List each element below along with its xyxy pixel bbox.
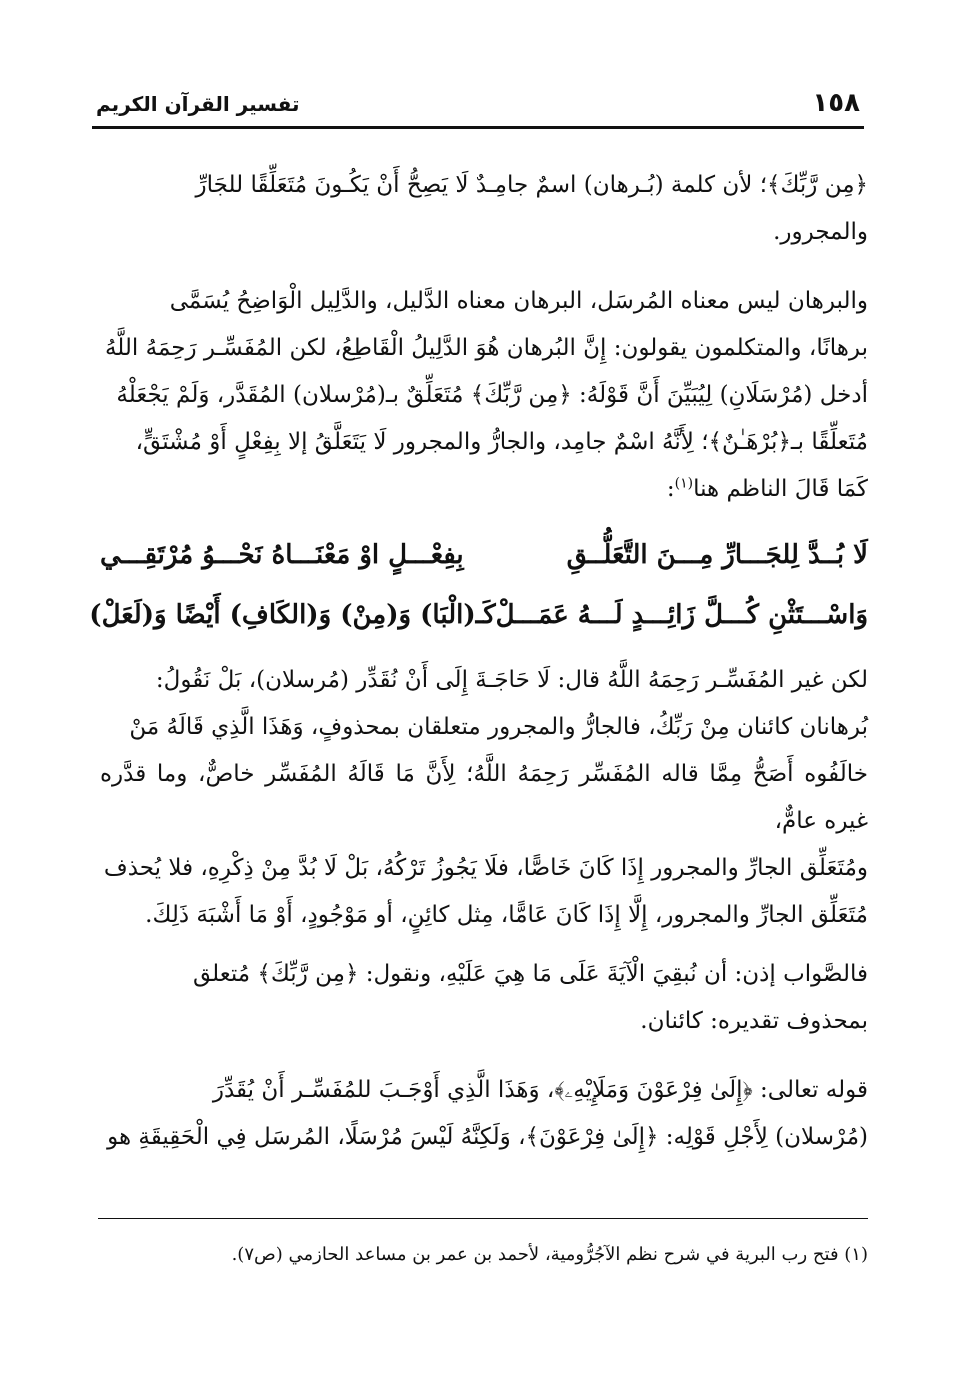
poem-verse-2 [89,585,868,645]
verse-first-hemistich: وَاسْـــتَثْنِ كُـــلَّ زَائِـــدٍ لَـــهُ عَمَـــلْ [495,600,868,630]
text-line: والبرهان ليس معناه المُرسَل، البرهان معناه الدَّليل، والدَّلِيل الْوَاضِحُ يُسَمَّى [169,288,868,314]
text-line: ومُتَعَلِّق الجارِّ والمجرور إِذَا كَانَ خَاصًّا، فلَا يَجُوزُ تَرْكُهُ، بَلْ لَا بُدَّ مِنْ ذِكْرِهِ، فلا يُحذف [103,855,868,881]
text-line-end: : [666,476,675,502]
body-text [89,162,868,1161]
text-line: مُتَعَلِّق الجارِّ والمجرور، إِلَّا إِذَا كَانَ عَامًّا، مِثل كائِنٍ، أو مَوْجُودٍ، أَوْ مَا أَشْبَهَ ذَلِكَ. [145,902,868,928]
page-number: ١٥٨ [812,88,860,118]
paragraph-2 [100,278,868,513]
verse-first-hemistich: لَا بُــدَّ لِلجَـــارِّ مِـــنَ التَّعَلُّــقِ [566,540,868,570]
paragraph-3 [100,657,868,939]
text-line: بُرهانان كائنان مِنْ رَبِّكُ، فالجارُّ والمجرور متعلقان بمحذوفٍ، وَهَذَا الَّذِي قَالَهُ مَنْ [129,714,868,740]
paragraph-4 [100,951,868,1045]
paragraph-5 [100,1067,868,1161]
text-line: خالَفُوه أَصَحُّ مِمَّا قاله المُفَسِّر رَحِمَهُ اللَّهُ؛ لِأَنَّ مَا قَالَهُ المُفَسِّر خاصٌّ، وما قدَّره غيره عامٌّ، [100,761,868,834]
footnote: (١) فتح رب البرية في شرح نظم الآجُرُّومية، لأحمد بن عمر بن مساعد الحازمي (ص٧). [231,1244,868,1265]
text-line: والمجرور. [773,219,868,245]
verse-second-hemistich: بِفِعْـــلٍ اوْ مَعْنَـــاهُ نَحْـــوُ مُرْتَقِـــي [100,540,464,570]
text-line: كَمَا قَالَ الناظم هنا [693,476,868,502]
page-header [92,86,864,129]
footnote-reference: (١) [674,475,694,492]
text-line: فالصَّواب إذن: أن نُبقِيَ الْآيَةَ عَلَى مَا هِيَ عَلَيْهِ، ونقول: ﴿مِن رَّبِّكَ﴾ مُتعلق [192,961,868,987]
text-line: أدخل (مُرْسَلَانِ) لِيُبَيِّنَ أَنَّ قَوْلَهُ: ﴿مِن رَّبِّكَ﴾ مُتَعَلِّقٌ بـ(مُرْسلان) المُقَدَّر، وَلَمْ يَجْعَلْهُ [116,382,868,408]
text-line: لكن غير المُفَسِّـر رَحِمَهُ اللَّهُ قال: لَا حَاجَـةَ إِلَى أَنْ نُقَدِّر (مُرسلان)، بَلْ نَقُولُ: [155,667,868,693]
text-line: مُتَعلِّقًا بـ﴿بُرْهَـٰنٌ﴾؛ لِأَنَّهُ اسْمٌ جامِد، والجارُّ والمجرور لَا يَتَعَلَّقُ إلا بِفِعْلٍ أَوْ مُشْتَقٍّ، [135,429,868,455]
text-line: قوله تعالى: ﴿إِلَىٰ فِرْعَوْنَ وَمَلَإِيْهِۦ﴾، وَهَذَا الَّذِي أَوْجَـبَ للمُفَسِّـر أَنْ يُقَدِّرَ [212,1077,868,1103]
paragraph-1 [100,162,868,256]
text-line: (مُرْسلان) لِأَجْلِ قَوْلِه: ﴿إِلَىٰ فِرْعَوْنَ﴾، وَلَكِنَّهُ لَيْسَ مُرْسَلًا، المُرسَل فِي الْحَقِيقَةِ هو [107,1124,868,1150]
footnote-divider [98,1218,868,1219]
book-title: تفسير القرآن الكريم [96,92,300,116]
text-line: ﴿مِن رَّبِّكَ﴾؛ لأن كلمة (بُـرهان) اسمٌ جامِـدٌ لَا يَصِحُّ أَنْ يَكُـونَ مُتَعَلِّقًا للجَارِّ [195,172,868,198]
poem-verse-1 [100,525,868,585]
poem-block [89,525,868,645]
text-line: بمحذوف تقديره: كائنان. [640,1008,868,1034]
text-line: برهانًا، والمتكلمون يقولون: إِنَّ البُرهان هُوَ الدَّلِيلُ الْقَاطِعُ، لكن المُفَسِّـر رَحِمَهُ اللَّهُ [104,335,868,361]
verse-second-hemistich: كَـ(الْبَا) وَ(مِنْ) وَ(الكَافِ) أَيْضًا وَ(لَعَلْ) [89,600,496,630]
